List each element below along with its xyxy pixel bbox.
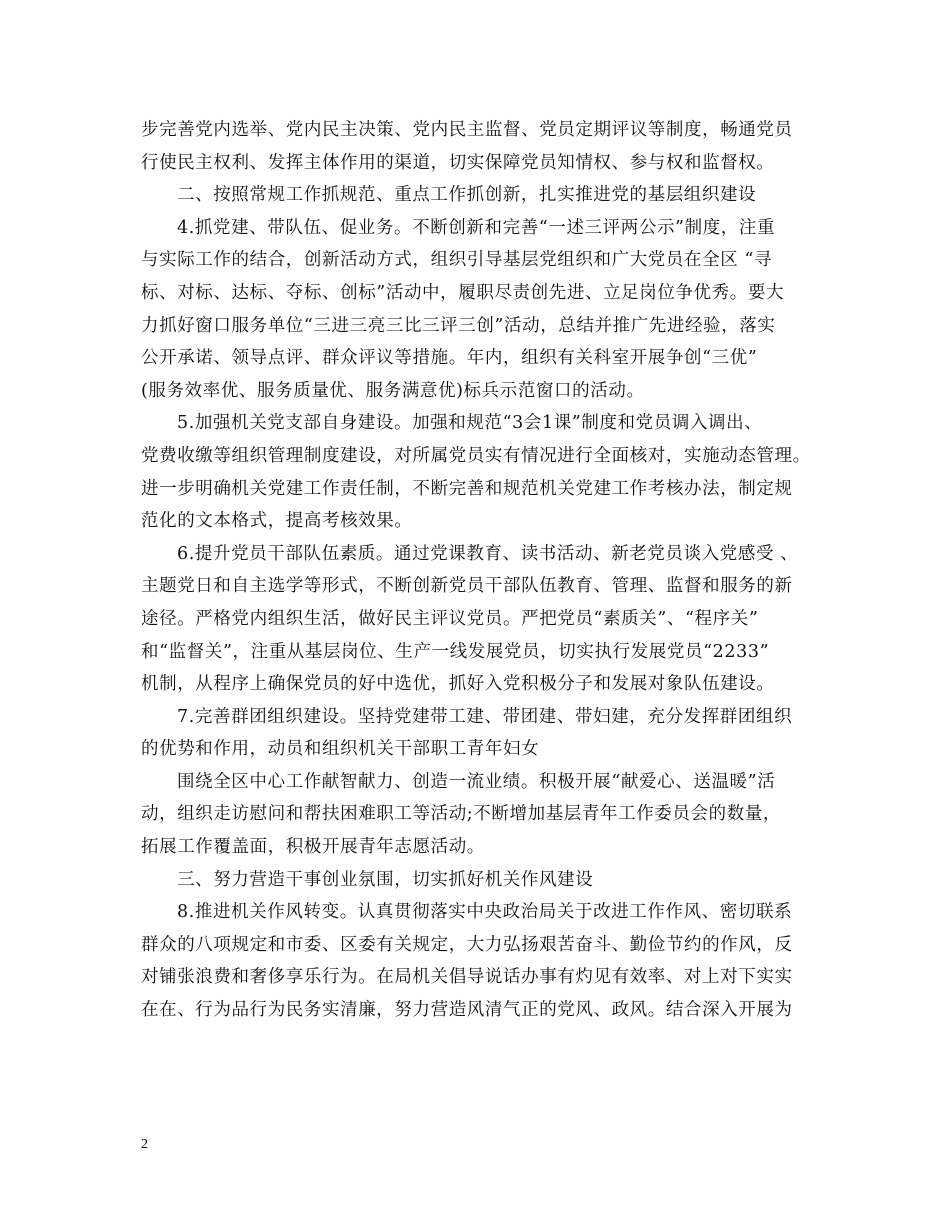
text-line: (服务效率优、服务质量优、服务满意优)标兵示范窗口的活动。 <box>141 380 645 401</box>
text-line: 的优势和作用，动员和组织机关干部职工青年妇女 <box>141 739 540 760</box>
text-line: 与实际工作的结合，创新活动方式，组织引导基层党组织和广大党员在全区 “寻 <box>141 250 773 271</box>
text-line: 途径。严格党内组织生活，做好民主评议党员。严把党员“素质关”、“程序关” <box>141 608 759 629</box>
page-number: 2 <box>141 1137 148 1152</box>
text-line: 4.抓党建、带队伍、促业务。不断创新和完善“一述三评两公示”制度，注重 <box>177 217 776 238</box>
text-line: 主题党日和自主选学等形式，不断创新党员干部队伍教育、管理、监督和服务的新 <box>141 576 793 597</box>
text-line: 围绕全区中心工作献智献力、创造一流业绩。积极开展“献爱心、送温暖”活 <box>177 771 776 792</box>
text-line: 6.提升党员干部队伍素质。通过党课教育、读书活动、新老党员谈入党感受 、 <box>177 543 799 564</box>
text-line: 对铺张浪费和奢侈享乐行为。在局机关倡导说话办事有灼见有效率、对上对下实实 <box>141 967 793 988</box>
text-line: 7.完善群团组织建设。坚持党建带工建、带团建、带妇建，充分发挥群团组织 <box>177 706 793 727</box>
text-line: 拓展工作覆盖面，积极开展青年志愿活动。 <box>141 837 485 858</box>
text-line: 步完善党内选举、党内民主决策、党内民主监督、党员定期评议等制度，畅通党员 <box>141 120 793 140</box>
text-line: 力抓好窗口服务单位“三进三亮三比三评三创”活动，总结并推广先进经验，落实 <box>141 315 776 336</box>
text-line: 二、按照常规工作抓规范、重点工作抓创新，扎实推进党的基层组织建设 <box>177 185 757 206</box>
text-line: 8.推进机关作风转变。认真贯彻落实中央政治局关于改进工作作风、密切联系 <box>177 902 793 923</box>
text-line: 机制，从程序上确保党员的好中选优，抓好入党积极分子和发展对象队伍建设。 <box>141 674 775 695</box>
text-line: 进一步明确机关党建工作责任制，不断完善和规范机关党建工作考核办法，制定规 <box>141 478 793 499</box>
text-line: 群众的八项规定和市委、区委有关规定，大力弘扬艰苦奋斗、勤俭节约的作风，反 <box>141 934 793 955</box>
text-line: 三、努力营造干事创业氛围，切实抓好机关作风建设 <box>177 869 594 890</box>
text-line: 标、对标、达标、夺标、创标”活动中，履职尽责创先进、立足岗位争优秀。要大 <box>141 282 785 303</box>
text-line: 公开承诺、领导点评、群众评议等措施。年内，组织有关科室开展争创“三优” <box>141 348 758 369</box>
text-line: 动，组织走访慰问和帮扶困难职工等活动;不断增加基层青年工作委员会的数量， <box>141 804 781 825</box>
text-line: 党费收缴等组织管理制度建设，对所属党员实有情况进行全面核对，实施动态管理。 <box>141 445 811 466</box>
text-line: 行使民主权利、发挥主体作用的渠道，切实保障党员知情权、参与权和监督权。 <box>141 152 775 173</box>
text-line: 范化的文本格式，提高考核效果。 <box>141 511 413 532</box>
text-line: 5.加强机关党支部自身建设。加强和规范“3会1课”制度和党员调入调出、 <box>177 413 763 434</box>
text-line: 和“监督关”，注重从基层岗位、生产一线发展党员，切实执行发展党员“2233” <box>141 641 770 662</box>
text-line: 在在、行为品行为民务实清廉，努力营造风清气正的党风、政风。结合深入开展为 <box>141 1000 793 1021</box>
body-text <box>141 114 813 1027</box>
